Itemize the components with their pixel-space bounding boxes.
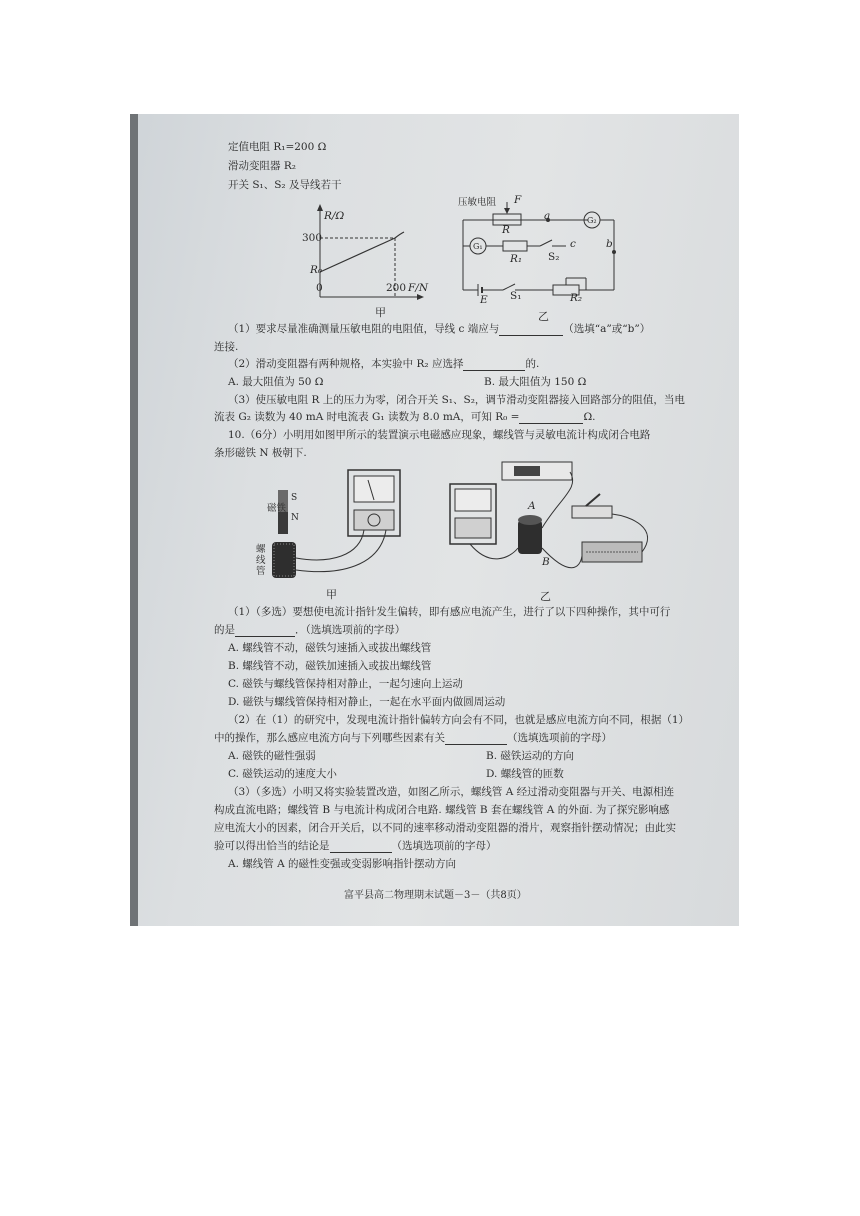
figure-jia-caption: 甲	[326, 588, 337, 601]
q10-s1-option-c: C. 磁铁与螺线管保持相对静止，一起匀速向上运动	[228, 678, 463, 690]
graph-caption: 甲	[375, 306, 386, 319]
page-footer: 富平县高二物理期末试题－3－（共8页）	[344, 890, 527, 901]
circuit-label-R2: R₂	[570, 292, 583, 304]
figure-yi-apparatus	[430, 458, 670, 588]
q10-s3-line3: 应电流大小的因素，闭合开关后，以不同的速率移动滑动变阻器的滑片，观察指针摆动情况；由此实	[214, 822, 676, 834]
q9-part3-cont: 流表 G₂ 读数为 40 mA 时电流表 G₁ 读数为 8.0 mA，可知 R₀ = Ω.	[214, 411, 596, 423]
q10-blank-2[interactable]	[445, 744, 507, 745]
circuit-label-c: c	[570, 238, 576, 250]
q9-blank-2[interactable]	[463, 370, 525, 371]
graph-x-tick-0: 0	[316, 282, 323, 294]
q9-option-b: B. 最大阻值为 150 Ω	[484, 376, 587, 388]
q10-intro-cont: 条形磁铁 N 极朝下.	[214, 447, 307, 459]
q10-s3-line4: 验可以得出恰当的结论是 （选填选项前的字母）	[214, 840, 497, 852]
q9-blank-1[interactable]	[499, 335, 563, 336]
equipment-r2: 滑动变阻器 R₂	[228, 160, 296, 172]
circuit-label-R1: R₁	[510, 253, 523, 265]
circuit-label-G1: G₁	[473, 242, 483, 251]
q10-s1-cont: 的是 ．（选填选项前的字母）	[214, 624, 406, 636]
q10-s2-option-c: C. 磁铁运动的速度大小	[228, 768, 337, 780]
q9-part2: （2）滑动变阻器有两种规格，本实验中 R₂ 应选择 的.	[228, 358, 540, 370]
q10-s2-option-b: B. 磁铁运动的方向	[486, 750, 574, 762]
q10-s3-line2: 构成直流电路；螺线管 B 与电流计构成闭合电路. 螺线管 B 套在螺线管 A 的外面. 为了探究影响感	[214, 804, 670, 816]
circuit-label-F: F	[514, 194, 522, 206]
fig-label-s: S	[291, 493, 298, 503]
circuit-label-S2: S₂	[548, 251, 560, 263]
circuit-label-R: R	[502, 224, 510, 236]
q10-s2-option-d: D. 螺线管的匝数	[486, 768, 564, 780]
graph-y-tick-r0: R₀	[310, 264, 323, 276]
q10-s1-option-b: B. 螺线管不动，磁铁加速插入或拔出螺线管	[228, 660, 432, 672]
figure-jia-apparatus	[250, 466, 450, 586]
graph-x-tick-200: 200	[386, 282, 407, 294]
equipment-r1: 定值电阻 R₁=200 Ω	[228, 141, 327, 153]
q10-s2-option-a: A. 磁铁的磁性强弱	[228, 750, 316, 762]
circuit-label-G2: G₂	[587, 216, 597, 225]
q9-part3: （3）使压敏电阻 R 上的压力为零，闭合开关 S₁、S₂，调节滑动变阻器接入回路部分的阻值，当电	[228, 394, 685, 406]
graph-y-label: R/Ω	[324, 210, 345, 222]
q9-part1: （1）要求尽量准确测量压敏电阻的电阻值，导线 c 端应与 （选填“a”或“b”）	[228, 323, 651, 335]
figure-yi-caption: 乙	[540, 590, 551, 603]
q9-blank-3[interactable]	[519, 423, 583, 424]
fig-label-b: B	[542, 556, 550, 568]
circuit-label-S1: S₁	[510, 290, 522, 302]
fig-label-n: N	[291, 513, 299, 523]
q10-s1-option-a: A. 螺线管不动，磁铁匀速插入或拔出螺线管	[228, 642, 432, 654]
fig-label-coil: 螺线管	[256, 544, 266, 577]
circuit-label-a: a	[544, 210, 551, 222]
q10-s1-option-d: D. 磁铁与螺线管保持相对静止，一起在水平面内做圆周运动	[228, 696, 506, 708]
fig-label-magnet: 磁铁	[267, 503, 287, 514]
exam-page-photo	[130, 114, 739, 926]
q10-s3: （3）（多选）小明又将实验装置改造，如图乙所示，螺线管 A 经过滑动变阻器与开关、电源相连	[228, 786, 675, 798]
q10-blank-3[interactable]	[330, 852, 392, 853]
circuit-label-E: E	[480, 294, 488, 306]
q10-s2-cont: 中的操作，那么感应电流方向与下列哪些因素有关 （选填选项前的字母）	[214, 732, 612, 744]
q10-s1: （1）（多选）要想使电流计指针发生偏转，即有感应电流产生，进行了以下四种操作，其中可行	[228, 606, 671, 618]
q9-part1-cont: 连接.	[214, 341, 239, 353]
graph-x-label: F/N	[408, 282, 429, 294]
circuit-label-pressure-resistor: 压敏电阻	[458, 197, 497, 208]
fig-label-a: A	[528, 500, 536, 512]
q10-s2: （2）在（1）的研究中，发现电流计指针偏转方向会有不同，也就是感应电流方向不同，根据（1）	[228, 714, 690, 726]
r-f-graph	[300, 202, 430, 312]
graph-y-tick-300: 300	[302, 232, 323, 244]
q10-intro: 10.（6分）小明用如图甲所示的装置演示电磁感应现象，螺线管与灵敏电流计构成闭合电路	[228, 429, 651, 441]
q10-s3-option-a: A. 螺线管 A 的磁性变强或变弱影响指针摆动方向	[228, 858, 457, 870]
q10-blank-1[interactable]	[235, 636, 295, 637]
equipment-switches: 开关 S₁、S₂ 及导线若干	[228, 179, 342, 191]
circuit-label-b: b	[606, 238, 613, 250]
q9-option-a: A. 最大阻值为 50 Ω	[228, 376, 324, 388]
circuit-caption: 乙	[538, 310, 549, 323]
page-edge-shadow	[130, 114, 138, 926]
